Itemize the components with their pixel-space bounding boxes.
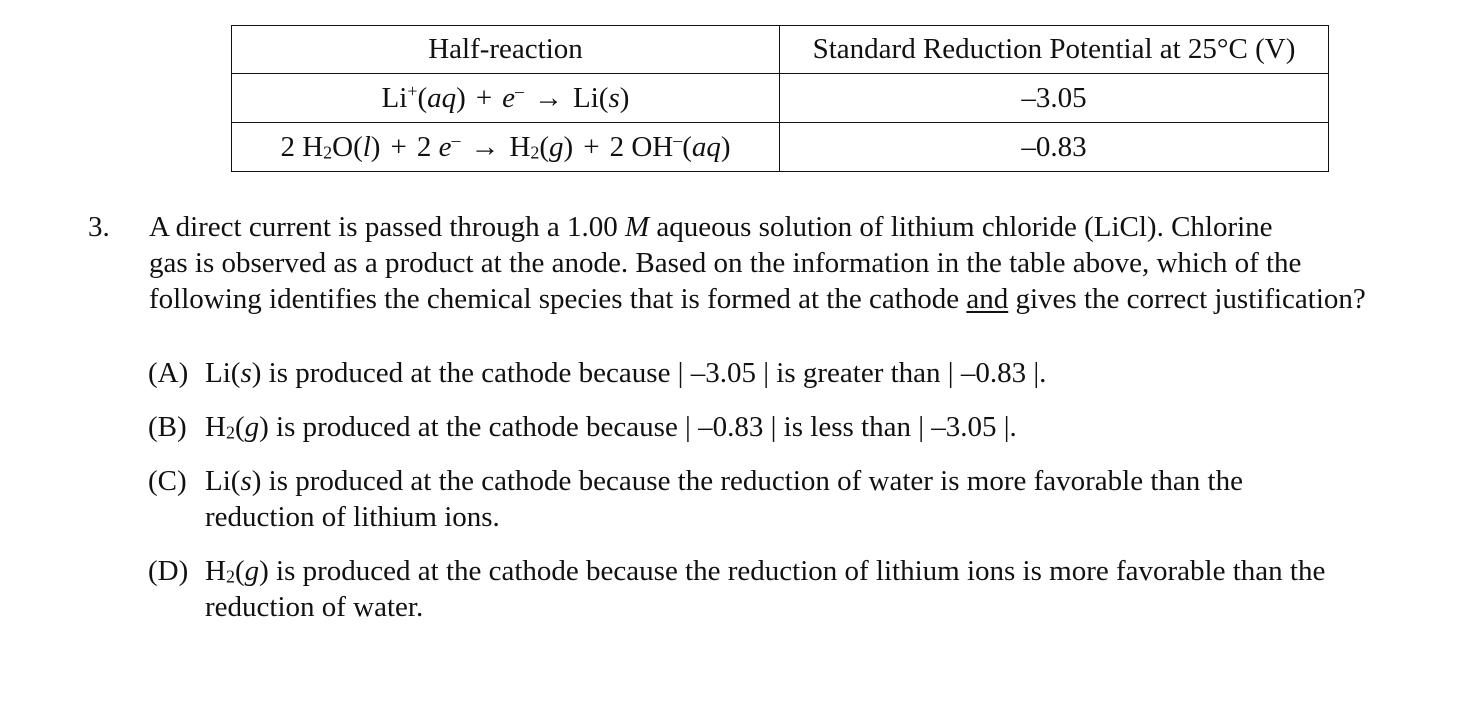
water-coef: 2 H — [280, 130, 324, 163]
question-text — [149, 209, 1484, 317]
choice-c-state: s — [240, 465, 252, 497]
h2-open: ( — [539, 130, 550, 163]
choice-a-letter: (A) — [148, 357, 189, 389]
water-sub: 2 — [323, 142, 333, 163]
hydroxide-symbol: 2 OH — [609, 130, 674, 163]
half-reaction-table — [231, 25, 1329, 172]
product-close: ) — [619, 81, 630, 114]
choice-b-text — [205, 409, 1017, 445]
choice-c-post: ) is produced at the cathode because the reduction of water is more favorable than the — [251, 465, 1243, 497]
choice-d-open: ( — [234, 555, 245, 587]
choice-a-pre: Li( — [205, 357, 241, 389]
question-number: 3. — [88, 211, 110, 243]
electron-charge: – — [515, 80, 525, 101]
half-reaction-lithium: Li+(aq) + e– → Li(s) — [232, 74, 780, 123]
choice-b-state: g — [244, 411, 260, 443]
electron-symbol: e — [502, 81, 516, 114]
choice-d-letter: (D) — [148, 555, 189, 587]
molarity-symbol: M — [624, 211, 650, 243]
hydroxide-state: aq — [691, 130, 721, 163]
choice-c-text — [205, 463, 1243, 535]
water-close: ) — [370, 130, 381, 163]
water-rest: O( — [332, 130, 363, 163]
question-line-3 — [149, 281, 1484, 317]
water-state: l — [362, 130, 371, 163]
table-row — [232, 74, 1329, 123]
question-line-1 — [149, 209, 1484, 245]
potential-water: –0.83 — [780, 123, 1329, 172]
choice-d-line-1 — [205, 553, 1325, 589]
h2-close: ) — [563, 130, 574, 163]
choice-b-letter: (B) — [148, 411, 187, 443]
hydroxide-close: ) — [720, 130, 731, 163]
choice-d-sub: 2 — [225, 566, 235, 587]
choice-c-line-1 — [205, 463, 1243, 499]
li-symbol: Li — [381, 81, 408, 114]
choice-d-post: ) is produced at the cathode because the reduction of lithium ions is more favorable than the — [259, 555, 1326, 587]
h2-symbol: H — [509, 130, 531, 163]
choice-a-state: s — [240, 357, 252, 389]
question-line-1a: A direct current is passed through a 1.00 — [149, 211, 625, 243]
electron-charge: – — [451, 129, 461, 150]
product-state: s — [608, 81, 620, 114]
choice-a-post: ) is produced at the cathode because | –3.05 | is greater than | –0.83 |. — [251, 357, 1047, 389]
choice-d-pre: H — [205, 555, 226, 587]
plus-sign: + — [583, 130, 600, 163]
product-symbol: Li( — [573, 81, 609, 114]
reaction-arrow: → — [534, 81, 564, 114]
li-state: aq — [427, 81, 457, 114]
choice-d-text — [205, 553, 1325, 625]
choice-b-sub: 2 — [225, 422, 235, 443]
question-line-1b: aqueous solution of lithium chloride (LiCl). Chlorine — [649, 211, 1273, 243]
h2-sub: 2 — [530, 142, 540, 163]
underlined-and: and — [966, 283, 1009, 315]
choice-c-pre: Li( — [205, 465, 241, 497]
choice-d-line-2: reduction of water. — [205, 591, 424, 623]
hydroxide-open: ( — [682, 130, 692, 163]
header-potential: Standard Reduction Potential at 25°C (V) — [780, 26, 1329, 74]
plus-sign: + — [390, 130, 407, 163]
choice-b-open: ( — [234, 411, 245, 443]
choice-d-state: g — [244, 555, 260, 587]
header-half-reaction: Half-reaction — [232, 26, 780, 74]
plus-sign: + — [475, 81, 493, 114]
choice-b-post: ) is produced at the cathode because | –0.83 | is less than | –3.05 |. — [259, 411, 1017, 443]
choice-b-pre: H — [205, 411, 226, 443]
question-line-3a: following identifies the chemical species that is formed at the cathode — [149, 283, 967, 315]
electron-symbol: e — [438, 130, 452, 163]
table-header-row — [232, 26, 1329, 74]
question-line-3b: gives the correct justification? — [1008, 283, 1366, 315]
potential-lithium: –3.05 — [780, 74, 1329, 123]
choice-a-text — [205, 355, 1046, 391]
reactions-table — [231, 25, 1329, 172]
hydroxide-charge: – — [673, 129, 683, 150]
electron-coef: 2 — [416, 130, 432, 163]
half-reaction-water — [232, 123, 780, 172]
reaction-arrow: → — [470, 130, 500, 163]
li-charge: + — [407, 80, 418, 101]
choice-c-line-2: reduction of lithium ions. — [205, 501, 500, 533]
h2-state: g — [549, 130, 564, 163]
choice-c-letter: (C) — [148, 465, 187, 497]
table-row — [232, 123, 1329, 172]
question-line-2: gas is observed as a product at the anode. Based on the information in the table above, which of the — [149, 247, 1302, 279]
